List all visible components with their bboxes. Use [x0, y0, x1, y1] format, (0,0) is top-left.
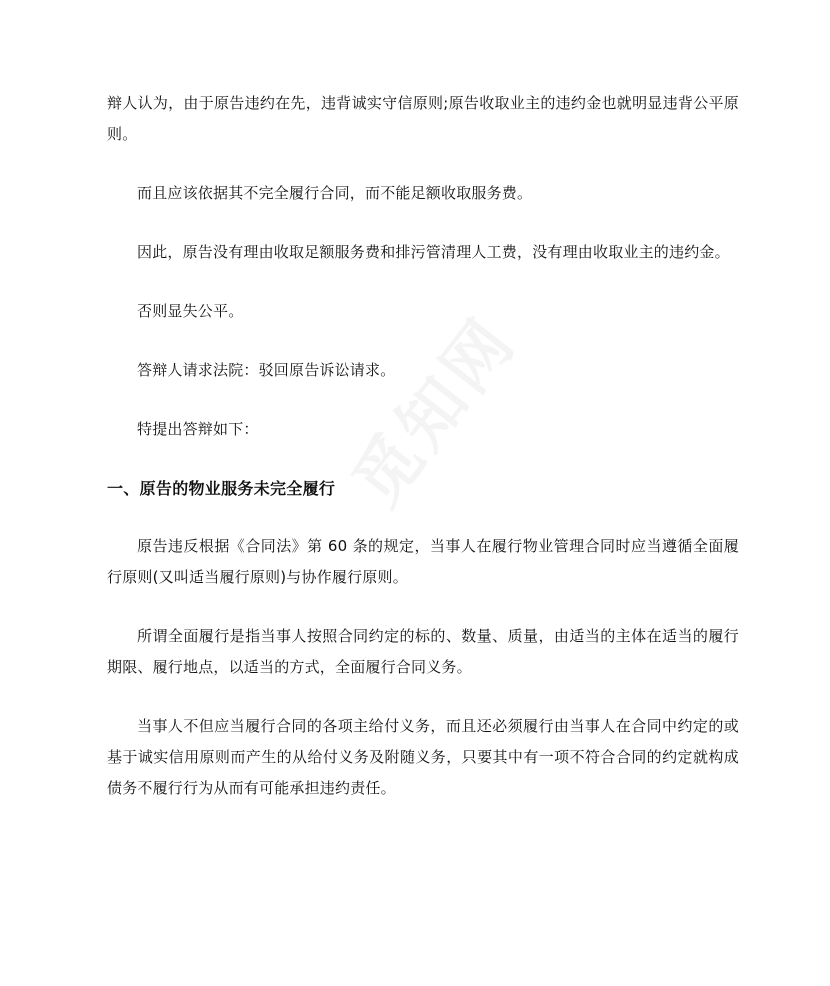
section-heading: 一、原告的物业服务未完全履行	[107, 479, 336, 498]
paragraph-2: 而且应该依据其不完全履行合同，而不能足额收取服务费。	[137, 184, 533, 202]
paragraph-5: 答辩人请求法院：驳回原告诉讼请求。	[137, 361, 396, 379]
paragraph-1: 辩人认为，由于原告违约在先，违背诚实守信原则;原告收取业主的违约金也就明显违背公平原则。	[107, 94, 739, 143]
section-paragraph-1: 原告违反根据《合同法》第 60 条的规定，当事人在履行物业管理合同时应当遵循全面履行原则(又叫适当履行原则)与协作履行原则。	[107, 537, 739, 586]
section-paragraph-3: 当事人不但应当履行合同的各项主给付义务，而且还必须履行由当事人在合同中约定的或基于诚实信用原则而产生的从给付义务及附随义务，只要其中有一项不符合合同的约定就构成债务不履行行为从而有可能承担违约责任。	[107, 717, 739, 797]
section-paragraph-2: 所谓全面履行是指当事人按照合同约定的标的、数量、质量，由适当的主体在适当的履行期限、履行地点，以适当的方式，全面履行合同义务。	[107, 627, 739, 676]
paragraph-6: 特提出答辩如下：	[137, 420, 259, 438]
paragraph-4: 否则显失公平。	[137, 302, 244, 320]
paragraph-3: 因此，原告没有理由收取足额服务费和排污管清理人工费，没有理由收取业主的违约金。	[137, 243, 730, 261]
document-body	[107, 88, 739, 832]
